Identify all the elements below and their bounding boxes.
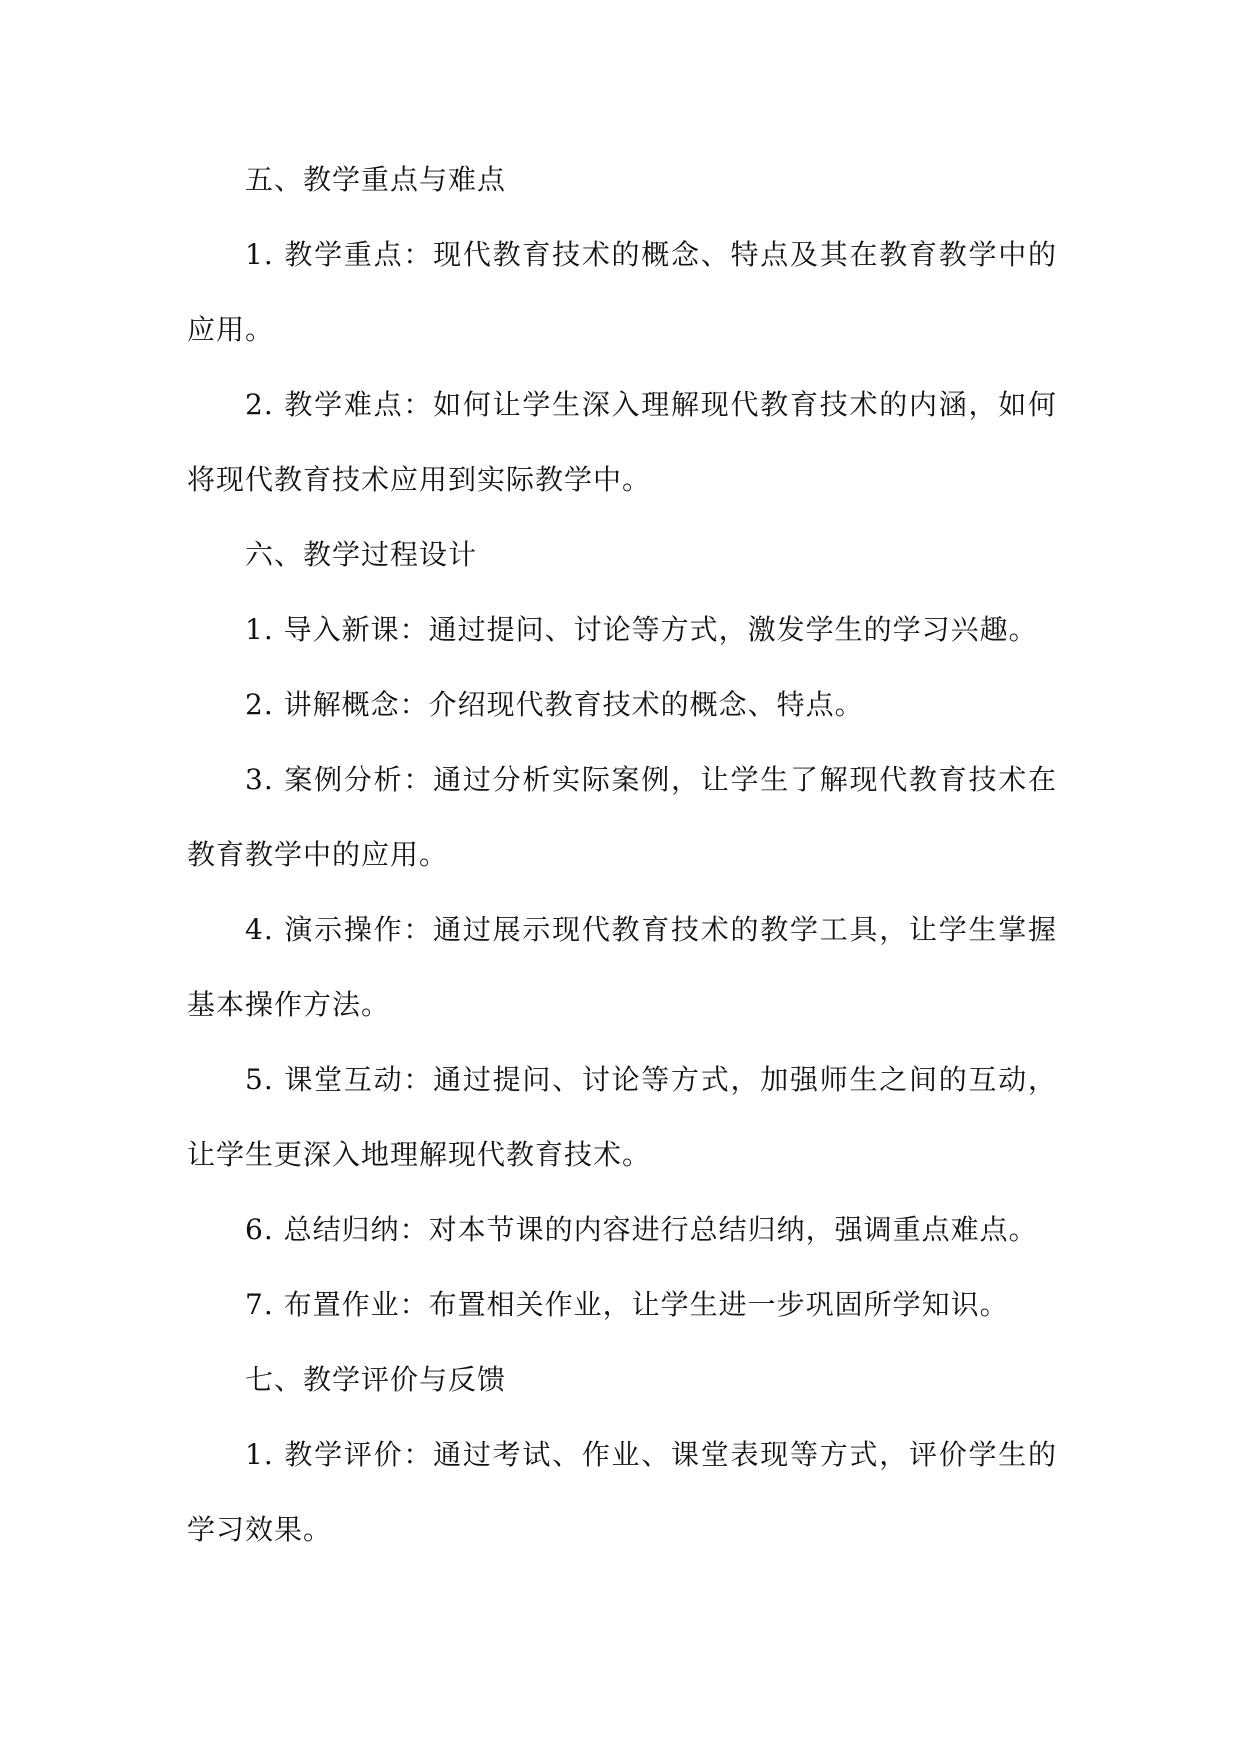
list-item-summary: 6. 总结归纳：对本节课的内容进行总结归纳，强调重点难点。 bbox=[245, 1213, 1038, 1246]
section-heading-7: 七、教学评价与反馈 bbox=[245, 1363, 507, 1396]
section-heading-6: 六、教学过程设计 bbox=[245, 538, 478, 571]
list-item-teaching-focus: 1. 教学重点：现代教育技术的概念、特点及其在教育教学中的应用。 bbox=[187, 238, 1057, 346]
list-item-homework: 7. 布置作业：布置相关作业，让学生进一步巩固所学知识。 bbox=[245, 1288, 1009, 1321]
list-item-introduction: 1. 导入新课：通过提问、讨论等方式，激发学生的学习兴趣。 bbox=[245, 613, 1038, 646]
section-heading-5: 五、教学重点与难点 bbox=[245, 163, 507, 196]
list-item-demonstration: 4. 演示操作：通过展示现代教育技术的教学工具，让学生掌握基本操作方法。 bbox=[187, 913, 1057, 1021]
list-item-case-analysis: 3. 案例分析：通过分析实际案例，让学生了解现代教育技术在教育教学中的应用。 bbox=[187, 763, 1057, 871]
list-item-interaction: 5. 课堂互动：通过提问、讨论等方式，加强师生之间的互动，让学生更深入地理解现代教育技术。 bbox=[187, 1063, 1057, 1171]
document-body bbox=[187, 142, 1057, 1567]
list-item-concept: 2. 讲解概念：介绍现代教育技术的概念、特点。 bbox=[245, 688, 864, 721]
list-item-evaluation: 1. 教学评价：通过考试、作业、课堂表现等方式，评价学生的学习效果。 bbox=[187, 1438, 1057, 1546]
list-item-teaching-difficulty: 2. 教学难点：如何让学生深入理解现代教育技术的内涵，如何将现代教育技术应用到实际教学中。 bbox=[187, 388, 1057, 496]
